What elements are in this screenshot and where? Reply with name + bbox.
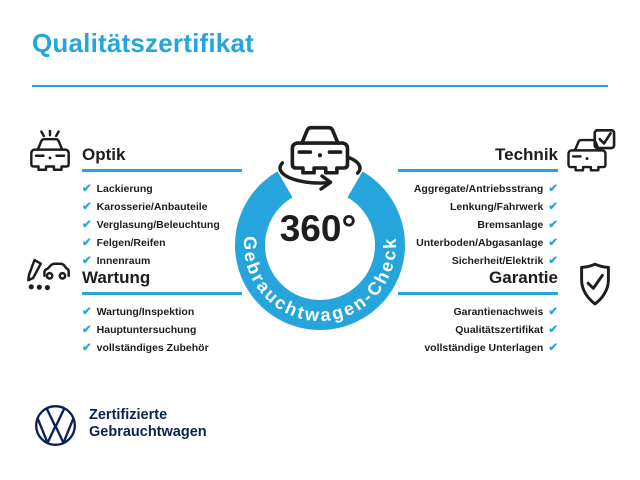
section-wartung-list: [82, 303, 242, 357]
check-icon: ✔: [82, 254, 92, 267]
pen-car-checklist-icon: [25, 258, 72, 301]
list-item-label: Sicherheit/Elektrik: [451, 254, 544, 267]
list-item-label: Felgen/Reifen: [96, 236, 166, 249]
list-item-label: Lackierung: [96, 182, 153, 195]
section-optik-divider: [82, 169, 242, 172]
section-garantie-divider: [398, 292, 558, 295]
list-item-label: Bremsanlage: [477, 218, 544, 231]
list-item: [82, 180, 242, 198]
car-shine-icon: [27, 130, 73, 175]
list-item-label: Wartung/Inspektion: [96, 305, 195, 318]
section-optik-list: [82, 180, 242, 270]
section-wartung: [82, 268, 242, 357]
section-optik: [82, 145, 242, 270]
footer-line-1: Zertifizierte: [89, 407, 168, 423]
section-technik-list: [398, 180, 558, 270]
check-icon: ✔: [548, 218, 558, 231]
section-garantie-title: Garantie: [489, 268, 558, 287]
list-item-label: Innenraum: [96, 254, 151, 267]
list-item-label: Qualitätszertifikat: [455, 323, 544, 336]
check-icon: ✔: [82, 305, 92, 318]
check-icon: ✔: [82, 341, 92, 354]
list-item-label: Karosserie/Anbauteile: [96, 200, 208, 213]
shield-check-icon: [576, 262, 614, 307]
footer-line-2: Gebrauchtwagen: [89, 424, 207, 440]
list-item-label: Aggregate/Antriebsstrang: [413, 182, 544, 195]
section-garantie: [398, 268, 558, 357]
section-technik-title: Technik: [495, 145, 558, 164]
list-item: [398, 180, 558, 198]
footer-brand-text: [89, 407, 207, 441]
check-icon: ✔: [82, 182, 92, 195]
list-item-label: Unterboden/Abgasanlage: [416, 236, 544, 249]
list-item-label: vollständige Unterlagen: [424, 341, 544, 354]
list-item: [398, 303, 558, 321]
list-item-label: Lenkung/Fahrwerk: [450, 200, 544, 213]
check-icon: ✔: [548, 254, 558, 267]
car-rotation-icon: [280, 128, 360, 189]
list-item: [82, 216, 242, 234]
list-item: [398, 216, 558, 234]
list-item: [82, 252, 242, 270]
header-divider: [32, 85, 608, 87]
badge-degrees-label: 360°: [279, 208, 357, 249]
list-item: [82, 321, 242, 339]
vw-logo: [33, 403, 78, 448]
section-wartung-divider: [82, 292, 242, 295]
page-title: Qualitätszertifikat: [32, 28, 254, 58]
check-icon: ✔: [82, 323, 92, 336]
list-item: [398, 321, 558, 339]
list-item: [82, 198, 242, 216]
section-wartung-title: Wartung: [82, 268, 151, 287]
car-checkbox-icon: [565, 129, 616, 174]
section-optik-title: Optik: [82, 145, 126, 164]
section-technik-divider: [398, 169, 558, 172]
list-item: [82, 339, 242, 357]
check-icon: ✔: [82, 200, 92, 213]
list-item-label: Garantienachweis: [453, 305, 544, 318]
section-technik: [398, 145, 558, 270]
list-item: [398, 252, 558, 270]
list-item: [398, 234, 558, 252]
list-item-label: Hauptuntersuchung: [96, 323, 197, 336]
360-check-badge: [230, 120, 410, 336]
check-icon: ✔: [548, 305, 558, 318]
check-icon: ✔: [548, 200, 558, 213]
list-item: [398, 198, 558, 216]
check-icon: ✔: [548, 236, 558, 249]
list-item: [398, 339, 558, 357]
check-icon: ✔: [548, 323, 558, 336]
list-item: [82, 303, 242, 321]
check-icon: ✔: [548, 182, 558, 195]
check-icon: ✔: [82, 218, 92, 231]
list-item-label: Verglasung/Beleuchtung: [96, 218, 220, 231]
section-garantie-list: [398, 303, 558, 357]
check-icon: ✔: [82, 236, 92, 249]
check-icon: ✔: [548, 341, 558, 354]
badge-ring-label: Gebrauchtwagen-Check: [239, 236, 401, 326]
list-item-label: vollständiges Zubehör: [96, 341, 209, 354]
list-item: [82, 234, 242, 252]
